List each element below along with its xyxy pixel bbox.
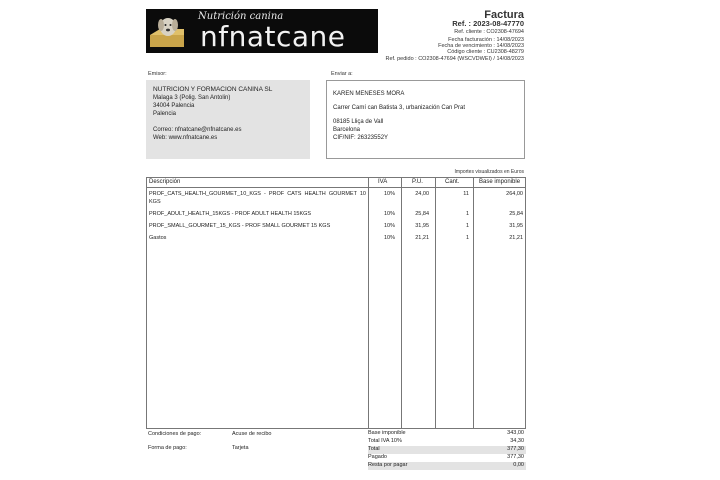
emitter-postal: 34004 Palencia [153,103,195,109]
payment-method-value: Tarjeta [232,445,249,451]
row-vat: 10% [383,191,395,197]
row-vat: 10% [383,235,395,241]
invoice-reference [452,19,524,28]
recipient-name: KAREN MENESES MORA [333,91,405,97]
totals-value: 0,00 [513,462,524,468]
customer-code: Código cliente : CU2308-48279 [447,49,524,55]
row-base: 25,84 [509,211,523,217]
totals-value: 34,30 [510,438,524,444]
row-vat: 10% [383,223,395,229]
recipient-tax-id: CIF/NIF: 26323552Y [333,135,389,141]
currency-note: Importes visualizados en Euros [454,169,524,175]
row-description: Gastos [149,235,167,241]
totals-value: 343,00 [507,430,524,436]
row-qty: 11 [463,191,469,197]
row-qty: 1 [465,223,469,229]
row-qty: 1 [465,211,469,217]
column-divider [368,178,369,428]
header-base: Base imponible [479,179,521,185]
totals-label: Total [368,446,380,452]
header-description: Descripción [149,179,181,185]
row-base: 31,95 [509,223,523,229]
recipient-label: Enviar a: [331,71,353,77]
totals-value: 377,30 [507,454,524,460]
row-base: 21,21 [509,235,523,241]
row-unit-price: 24,00 [415,191,429,197]
emitter-label: Emisor: [148,71,167,77]
totals-row-vat [368,438,526,446]
document-title: Factura [484,9,524,21]
totals-row-total [368,446,526,454]
invoice-date: Fecha facturación : 14/08/2023 [448,37,524,43]
emitter-email: Correo: nfnatcane@nfnatcane.es [153,127,242,133]
recipient-city: Barcelona [333,127,361,133]
column-divider [473,178,474,428]
reference-value: 2023-08-47770 [473,19,524,28]
emitter-city: Palencia [153,111,177,117]
row-description: PROF_SMALL_GOURMET_15_KGS - PROF SMALL GOURMET 15 KGS [149,223,331,229]
payment-method-label: Forma de pago: [148,445,187,451]
logo-brand: nfnatcane [200,20,346,53]
totals-label: Total IVA 10% [368,438,402,444]
row-vat: 10% [383,211,395,217]
payment-conditions-value: Acuse de recibo [232,431,272,437]
totals-row-remaining [368,462,526,470]
logo-tagline: Nutrición canina [198,11,284,22]
recipient-box [326,80,525,159]
totals-label: Base imponible [368,430,406,436]
row-unit-price: 31,95 [415,223,429,229]
dog-logo-icon [150,13,188,49]
totals-row-paid [368,454,526,462]
totals-row-base [368,430,526,438]
header-divider [147,187,525,188]
header-unit-price: P.U. [412,179,423,185]
row-unit-price: 21,21 [415,235,429,241]
row-qty: 1 [465,235,469,241]
row-base: 264,00 [506,191,523,197]
due-date: Fecha de vencimiento : 14/08/2023 [438,43,524,49]
emitter-address: Malaga 3 (Polig. San Antolin) [153,95,231,101]
column-divider [435,178,436,428]
header-qty: Cant. [445,179,460,185]
header-vat: IVA [378,179,388,185]
emitter-box [146,80,310,159]
totals-value: 377,30 [507,446,524,452]
order-reference: Ref. pedido : CO2308-47694 (WSCVDWEI) / 14/08/2023 [385,56,524,62]
reference-label: Ref. : [452,19,472,28]
column-divider [401,178,402,428]
recipient-street: Carrer Camí can Batista 3, urbanización Can Prat [333,105,466,111]
company-logo [146,9,378,53]
client-reference: Ref. cliente : CO2308-47694 [454,29,524,35]
items-table [146,177,526,429]
recipient-postal: 08185 Lliça de Vall [333,119,384,125]
totals-label: Pagado [368,454,387,460]
row-description: PROF_CATS_HEALTH_GOURMET_10_KGS - PROF CATS HEALTH GOURMET 10 KGS [149,191,366,205]
row-description: PROF_ADULT_HEALTH_15KGS - PROF ADULT HEALTH 15KGS [149,211,312,217]
row-unit-price: 25,84 [415,211,429,217]
emitter-name: NUTRICION Y FORMACION CANINA SL [153,86,273,93]
payment-conditions-label: Condiciones de pago: [148,431,202,437]
emitter-web: Web: www.nfnatcane.es [153,135,218,141]
totals-label: Resta por pagar [368,462,408,468]
